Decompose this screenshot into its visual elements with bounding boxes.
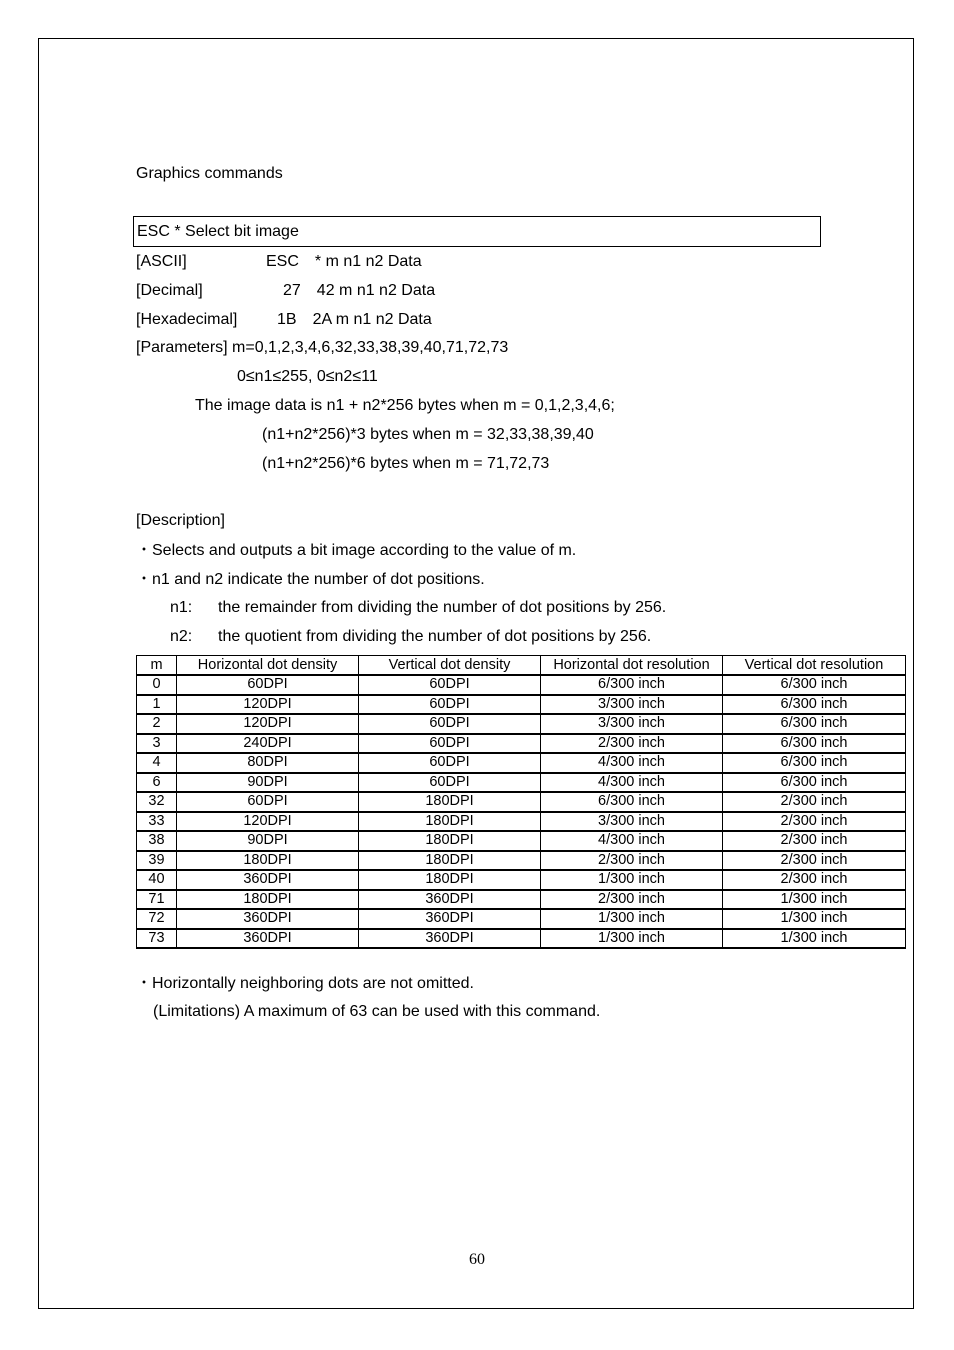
bit-image-mode-table [136, 655, 906, 949]
cell-v-resolution: 6/300 inch [723, 695, 906, 715]
cell-h-resolution: 1/300 inch [541, 929, 723, 949]
cell-m: 38 [137, 831, 177, 851]
cell-h-density: 90DPI [177, 773, 359, 793]
cell-v-density: 360DPI [359, 909, 541, 929]
cell-v-density: 60DPI [359, 695, 541, 715]
n1-label: n1: [170, 599, 193, 616]
cell-h-density: 360DPI [177, 909, 359, 929]
cell-h-resolution: 3/300 inch [541, 812, 723, 832]
header-horizontal-dot-resolution: Horizontal dot resolution [541, 656, 723, 676]
hex-label: [Hexadecimal] [136, 311, 238, 328]
cell-h-density: 80DPI [177, 753, 359, 773]
cell-h-density: 180DPI [177, 851, 359, 871]
table-row [137, 714, 906, 734]
header-m: m [137, 656, 177, 676]
table-row [137, 831, 906, 851]
decimal-value: 27 42 m n1 n2 Data [283, 282, 436, 299]
cell-h-density: 360DPI [177, 929, 359, 949]
cell-v-resolution: 6/300 inch [723, 734, 906, 754]
cell-v-resolution: 6/300 inch [723, 773, 906, 793]
cell-m: 2 [137, 714, 177, 734]
table-row [137, 851, 906, 871]
header-vertical-dot-density: Vertical dot density [359, 656, 541, 676]
cell-v-resolution: 2/300 inch [723, 792, 906, 812]
hex-value: 1B 2A m n1 n2 Data [277, 311, 432, 328]
cell-m: 33 [137, 812, 177, 832]
cell-v-density: 180DPI [359, 870, 541, 890]
cell-v-density: 180DPI [359, 851, 541, 871]
cell-h-resolution: 2/300 inch [541, 851, 723, 871]
cell-v-density: 60DPI [359, 714, 541, 734]
cell-h-resolution: 6/300 inch [541, 792, 723, 812]
cell-v-resolution: 2/300 inch [723, 831, 906, 851]
cell-h-density: 180DPI [177, 890, 359, 910]
cell-h-resolution: 6/300 inch [541, 675, 723, 695]
cell-h-resolution: 1/300 inch [541, 909, 723, 929]
cell-m: 72 [137, 909, 177, 929]
command-title: ESC * Select bit image [137, 223, 299, 240]
cell-v-resolution: 2/300 inch [723, 812, 906, 832]
table-row [137, 675, 906, 695]
cell-m: 39 [137, 851, 177, 871]
cell-v-resolution: 6/300 inch [723, 753, 906, 773]
cell-v-resolution: 1/300 inch [723, 929, 906, 949]
cell-m: 71 [137, 890, 177, 910]
cell-v-resolution: 2/300 inch [723, 870, 906, 890]
n1-text: the remainder from dividing the number of dot positions by 256. [218, 599, 667, 616]
cell-v-density: 60DPI [359, 734, 541, 754]
ascii-value: ESC * m n1 n2 Data [266, 253, 422, 270]
decimal-label: [Decimal] [136, 282, 203, 299]
table-row [137, 695, 906, 715]
cell-h-density: 120DPI [177, 812, 359, 832]
cell-v-resolution: 1/300 inch [723, 890, 906, 910]
page-number: 60 [469, 1251, 485, 1268]
cell-h-density: 120DPI [177, 714, 359, 734]
header-vertical-dot-resolution: Vertical dot resolution [723, 656, 906, 676]
section-title: Graphics commands [136, 165, 283, 182]
table-row [137, 909, 906, 929]
cell-v-density: 360DPI [359, 890, 541, 910]
parameters-data-size: The image data is n1 + n2*256 bytes when m = 0,1,2,3,4,6; [195, 397, 615, 414]
limitations-note: (Limitations) A maximum of 63 can be used with this command. [153, 1003, 601, 1020]
table-row [137, 773, 906, 793]
cell-v-resolution: 6/300 inch [723, 675, 906, 695]
cell-v-density: 180DPI [359, 792, 541, 812]
cell-h-resolution: 4/300 inch [541, 753, 723, 773]
cell-m: 6 [137, 773, 177, 793]
cell-v-resolution: 6/300 inch [723, 714, 906, 734]
cell-v-resolution: 1/300 inch [723, 909, 906, 929]
note-bullet: ・Horizontally neighboring dots are not omitted. [136, 975, 474, 992]
table-row [137, 792, 906, 812]
cell-m: 40 [137, 870, 177, 890]
parameters-range: 0≤n1≤255, 0≤n2≤11 [237, 368, 378, 385]
ascii-label: [ASCII] [136, 253, 187, 270]
cell-m: 4 [137, 753, 177, 773]
cell-v-resolution: 2/300 inch [723, 851, 906, 871]
parameters-data-size-3: (n1+n2*256)*3 bytes when m = 32,33,38,39,40 [262, 426, 594, 443]
description-heading: [Description] [136, 512, 225, 529]
cell-v-density: 360DPI [359, 929, 541, 949]
command-title-box [133, 216, 821, 247]
cell-m: 0 [137, 675, 177, 695]
table-row [137, 870, 906, 890]
cell-m: 1 [137, 695, 177, 715]
cell-v-density: 60DPI [359, 753, 541, 773]
description-bullet-1: ・Selects and outputs a bit image according to the value of m. [136, 542, 577, 559]
table-row [137, 734, 906, 754]
table-row [137, 812, 906, 832]
cell-h-resolution: 4/300 inch [541, 773, 723, 793]
cell-h-density: 240DPI [177, 734, 359, 754]
table-row [137, 753, 906, 773]
cell-h-resolution: 2/300 inch [541, 890, 723, 910]
n2-text: the quotient from dividing the number of dot positions by 256. [218, 628, 652, 645]
cell-h-resolution: 1/300 inch [541, 870, 723, 890]
cell-h-resolution: 4/300 inch [541, 831, 723, 851]
parameters-line: [Parameters] m=0,1,2,3,4,6,32,33,38,39,40,71,72,73 [136, 339, 509, 356]
cell-v-density: 60DPI [359, 675, 541, 695]
n2-label: n2: [170, 628, 193, 645]
cell-m: 3 [137, 734, 177, 754]
cell-m: 32 [137, 792, 177, 812]
cell-h-resolution: 3/300 inch [541, 714, 723, 734]
cell-h-density: 360DPI [177, 870, 359, 890]
cell-h-density: 60DPI [177, 675, 359, 695]
cell-h-density: 90DPI [177, 831, 359, 851]
cell-h-density: 120DPI [177, 695, 359, 715]
cell-v-density: 180DPI [359, 812, 541, 832]
description-bullet-2: ・n1 and n2 indicate the number of dot positions. [136, 571, 485, 588]
cell-h-resolution: 2/300 inch [541, 734, 723, 754]
cell-v-density: 180DPI [359, 831, 541, 851]
table-header-row [137, 656, 906, 676]
parameters-data-size-6: (n1+n2*256)*6 bytes when m = 71,72,73 [262, 455, 550, 472]
cell-h-resolution: 3/300 inch [541, 695, 723, 715]
cell-h-density: 60DPI [177, 792, 359, 812]
table-row [137, 890, 906, 910]
cell-m: 73 [137, 929, 177, 949]
cell-v-density: 60DPI [359, 773, 541, 793]
table-row [137, 929, 906, 949]
header-horizontal-dot-density: Horizontal dot density [177, 656, 359, 676]
